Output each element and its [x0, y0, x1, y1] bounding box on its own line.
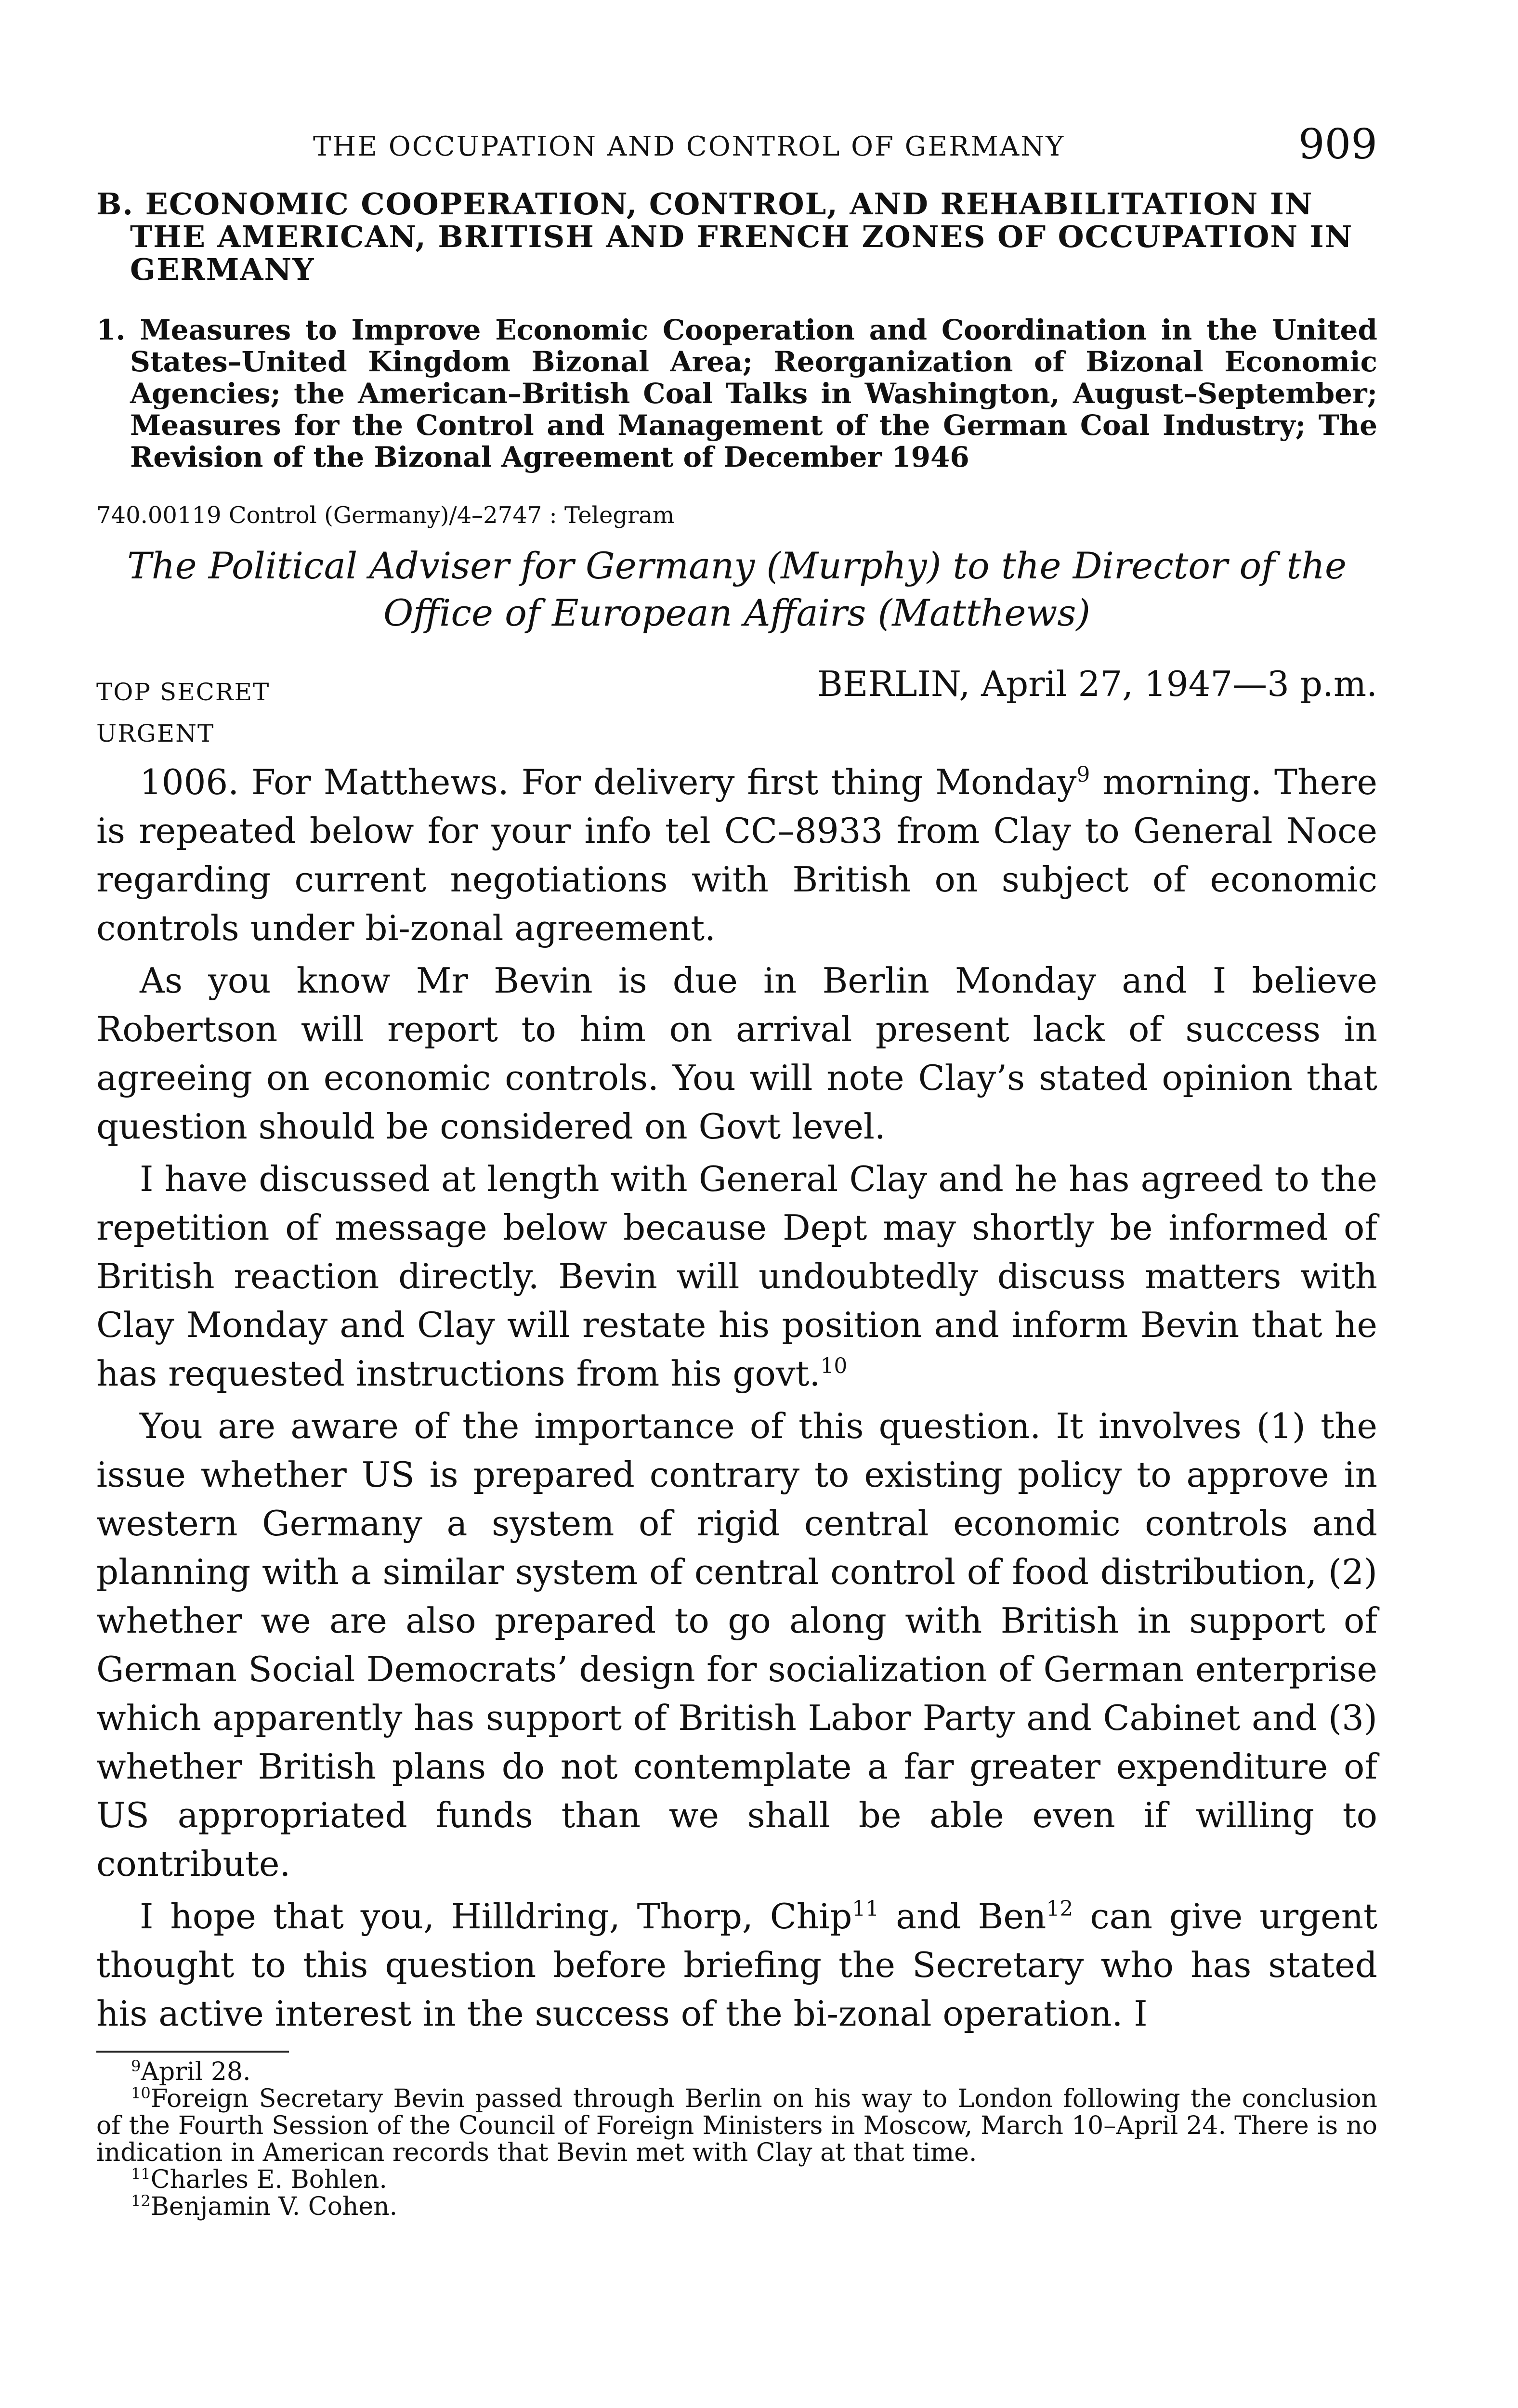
footnote-11-mark: 11 [131, 2165, 151, 2183]
document-title-line-1: The Political Adviser for Germany (Murphy) to the Director of the [127, 544, 1347, 587]
priority-label: URGENT [96, 720, 215, 747]
body-paragraph-5-text-b: and Ben [879, 1896, 1047, 1937]
body-paragraph-1-text-b: morning. There is repeated below for your info tel CC–8933 from Clay to General Noce regarding current negotiations with British on subject of economic controls under bi-zonal agreement. [96, 762, 1377, 948]
footnote-9 [62, 2058, 1377, 2085]
sub-heading: 1. Measures to Improve Economic Cooperation and Coordination in the United States–United Kingdom Bizonal Area; Reorganization of Bizonal Economic Agencies; the American–British Coal Talks in Washington, August–September; Measures for the Control and Management of the German Coal Industry; The Revision of the Bizonal Agreement of December 1946 [96, 314, 1377, 473]
footnote-10-text: Foreign Secretary Bevin passed through Berlin on his way to London following the conclusion of the Fourth Session of the Council of Foreign Ministers in Moscow, March 10–April 24. There is no indication in American records that Bevin met with Clay at that time. [96, 2084, 1377, 2167]
footnote-ref-11: 11 [852, 1897, 879, 1921]
body-paragraph-1-text-a: 1006. For Matthews. For delivery first thing Monday [140, 762, 1077, 802]
telegram-body [96, 758, 1377, 2038]
document-page [96, 120, 1377, 2220]
footnote-12-mark: 12 [131, 2192, 151, 2210]
footnote-ref-12: 12 [1046, 1897, 1073, 1921]
body-paragraph-5-text-a: I hope that you, Hilldring, Thorp, Chip [140, 1896, 852, 1937]
body-paragraph-2: As you know Mr Bevin is due in Berlin Monday and I believe Robertson will report to him on arrival present lack of success in agreeing on economic controls. You will note Clay’s stated opinion that question should be considered on Govt level. [96, 960, 1377, 1147]
classification-row [96, 664, 1377, 712]
footnote-10-mark: 10 [131, 2084, 151, 2102]
footnote-12 [62, 2193, 1377, 2220]
body-paragraph-5 [96, 1892, 1377, 2038]
dateline: BERLIN, April 27, 1947—3 p.m. [817, 664, 1377, 704]
footnote-11-text: Charles E. Bohlen. [150, 2165, 387, 2194]
document-title-line-2: Office of European Affairs (Matthews) [383, 591, 1091, 634]
section-heading: B. ECONOMIC COOPERATION, CONTROL, AND REHABILITATION IN THE AMERICAN, BRITISH AND FRENCH ZONES OF OCCUPATION IN GERMANY [96, 186, 1353, 287]
running-head-title: THE OCCUPATION AND CONTROL OF GERMANY [313, 131, 1065, 162]
file-reference: 740.00119 Control (Germany)/4–2747 : Telegram [96, 502, 675, 529]
body-paragraph-4: You are aware of the importance of this question. It involves (1) the issue whether US is prepared contrary to existing policy to approve in western Germany a system of rigid central economic controls and planning with a similar system of central control of food distribution, (2) whether we are also prepared to go along with British in support of German Social Democrats’ design for socialization of German enterprise which apparently has support of British Labor Party and Cabinet and (3) whether British plans do not contemplate a far greater expenditure of US appropriated funds than we shall be able even if willing to contribute. [96, 1406, 1377, 1884]
body-paragraph-3-text: I have discussed at length with General Clay and he has agreed to the repetition of message below because Dept may shortly be informed of British reaction directly. Bevin will undoubtedly discuss matters with Clay Monday and Clay will restate his position and inform Bevin that he has requested instructions from his govt. [96, 1159, 1377, 1394]
footnote-10 [62, 2085, 1377, 2166]
document-title [96, 542, 1377, 637]
body-paragraph-5-text-c: can give urgent thought to this question before briefing the Secretary who has stated his active interest in the success of the bi-zonal operation. I [96, 1896, 1377, 2034]
footnote-11 [62, 2166, 1377, 2193]
body-paragraph-1 [96, 758, 1377, 953]
footnotes [96, 2058, 1377, 2220]
body-paragraph-3 [96, 1155, 1377, 1398]
footnote-ref-10: 10 [820, 1354, 848, 1378]
footnote-9-text: April 28. [141, 2057, 251, 2086]
running-head [96, 120, 1377, 183]
footnote-9-mark: 9 [131, 2057, 141, 2075]
classification-label: TOP SECRET [96, 678, 270, 706]
priority-row [96, 712, 1377, 758]
footnote-divider [96, 2051, 289, 2053]
footnote-12-text: Benjamin V. Cohen. [150, 2192, 398, 2221]
footnote-ref-9: 9 [1076, 762, 1090, 787]
page-number: 909 [1298, 120, 1377, 169]
